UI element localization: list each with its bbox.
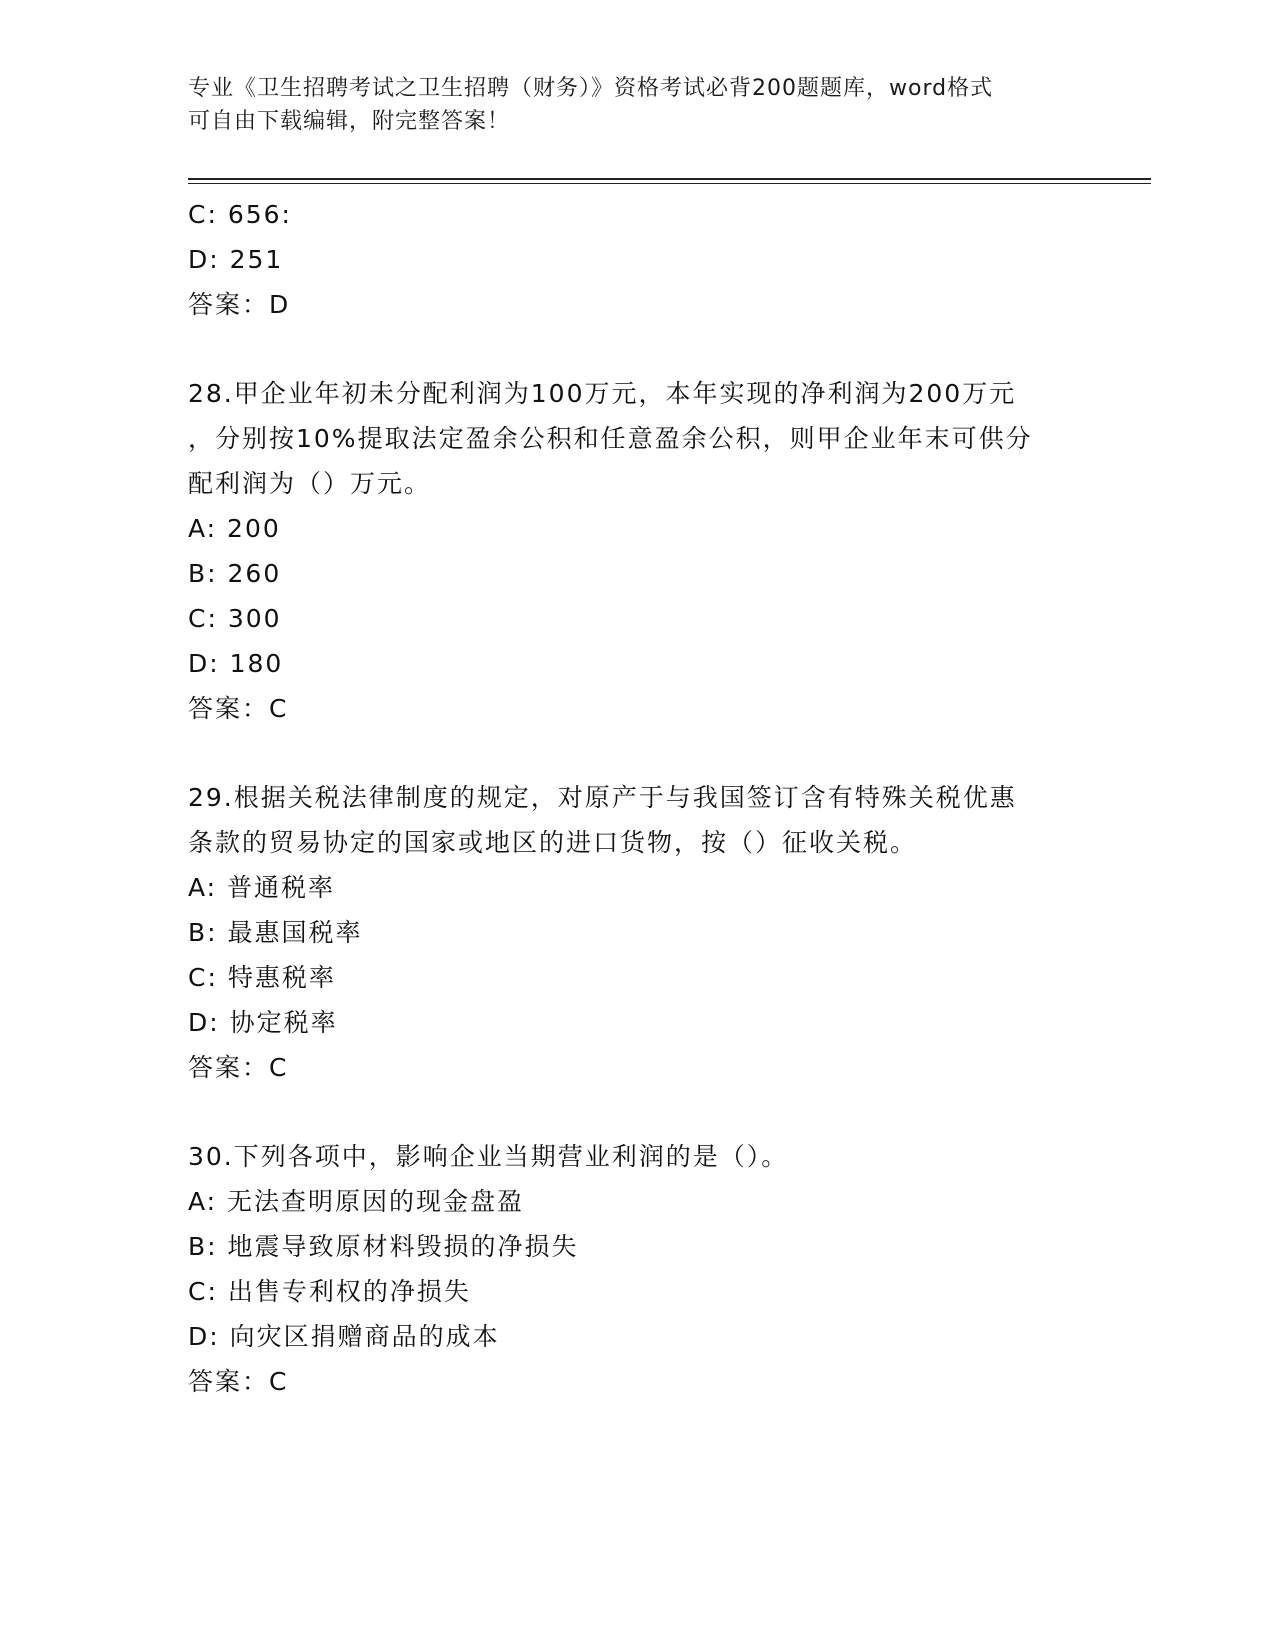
header-divider-thin: [188, 183, 1151, 184]
answer-line: 答案：C: [188, 1053, 289, 1082]
spacer: [188, 1090, 1088, 1134]
answer-line: 答案：C: [188, 694, 289, 723]
option-d: D: 180: [188, 649, 284, 678]
option-b: B: 260: [188, 559, 282, 588]
option-a: A: 无法查明原因的现金盘盈: [188, 1187, 525, 1216]
stem-line: ，分别按10%提取法定盈余公积和任意盈余公积，则甲企业年末可供分: [188, 424, 1033, 453]
question-30: [188, 1134, 1088, 1404]
question-stem: [188, 775, 1088, 865]
spacer: [188, 327, 1088, 371]
option-c: C: 出售专利权的净损失: [188, 1277, 471, 1306]
stem-line: 30.下列各项中，影响企业当期营业利润的是（）。: [188, 1142, 789, 1171]
answer-line: 答案：D: [188, 290, 291, 319]
option-b: B: 最惠国税率: [188, 918, 363, 947]
question-stem: [188, 1134, 1088, 1179]
option-d: D: 协定税率: [188, 1008, 338, 1037]
header-line-2: 可自由下载编辑，附完整答案！: [188, 109, 511, 134]
spacer: [188, 731, 1088, 775]
stem-line: 29.根据关税法律制度的规定，对原产于与我国签订含有特殊关税优惠: [188, 783, 1017, 812]
option-c: C: 特惠税率: [188, 963, 336, 992]
question-content: [188, 192, 1088, 1404]
question-stem: [188, 371, 1088, 506]
answer-line: 答案：C: [188, 1367, 289, 1396]
option-a: A: 普通税率: [188, 873, 336, 902]
stem-line: 28.甲企业年初未分配利润为100万元，本年实现的净利润为200万元: [188, 379, 1017, 408]
header-divider: [188, 178, 1151, 180]
option-c: C: 300: [188, 604, 282, 633]
option-d: D: 251: [188, 245, 284, 274]
stem-line: 配利润为（）万元。: [188, 469, 432, 498]
option-c: C: 656:: [188, 200, 292, 229]
option-b: B: 地震导致原材料毁损的净损失: [188, 1232, 579, 1261]
stem-line: 条款的贸易协定的国家或地区的进口货物，按（）征收关税。: [188, 828, 918, 857]
option-d: D: 向灾区捐赠商品的成本: [188, 1322, 500, 1351]
option-a: A: 200: [188, 514, 281, 543]
question-28: [188, 371, 1088, 731]
previous-question-tail: [188, 192, 1088, 327]
header-line-1: 专业《卫生招聘考试之卫生招聘（财务）》资格考试必背200题题库，word格式: [188, 76, 994, 101]
document-header: [188, 72, 1088, 138]
question-29: [188, 775, 1088, 1090]
